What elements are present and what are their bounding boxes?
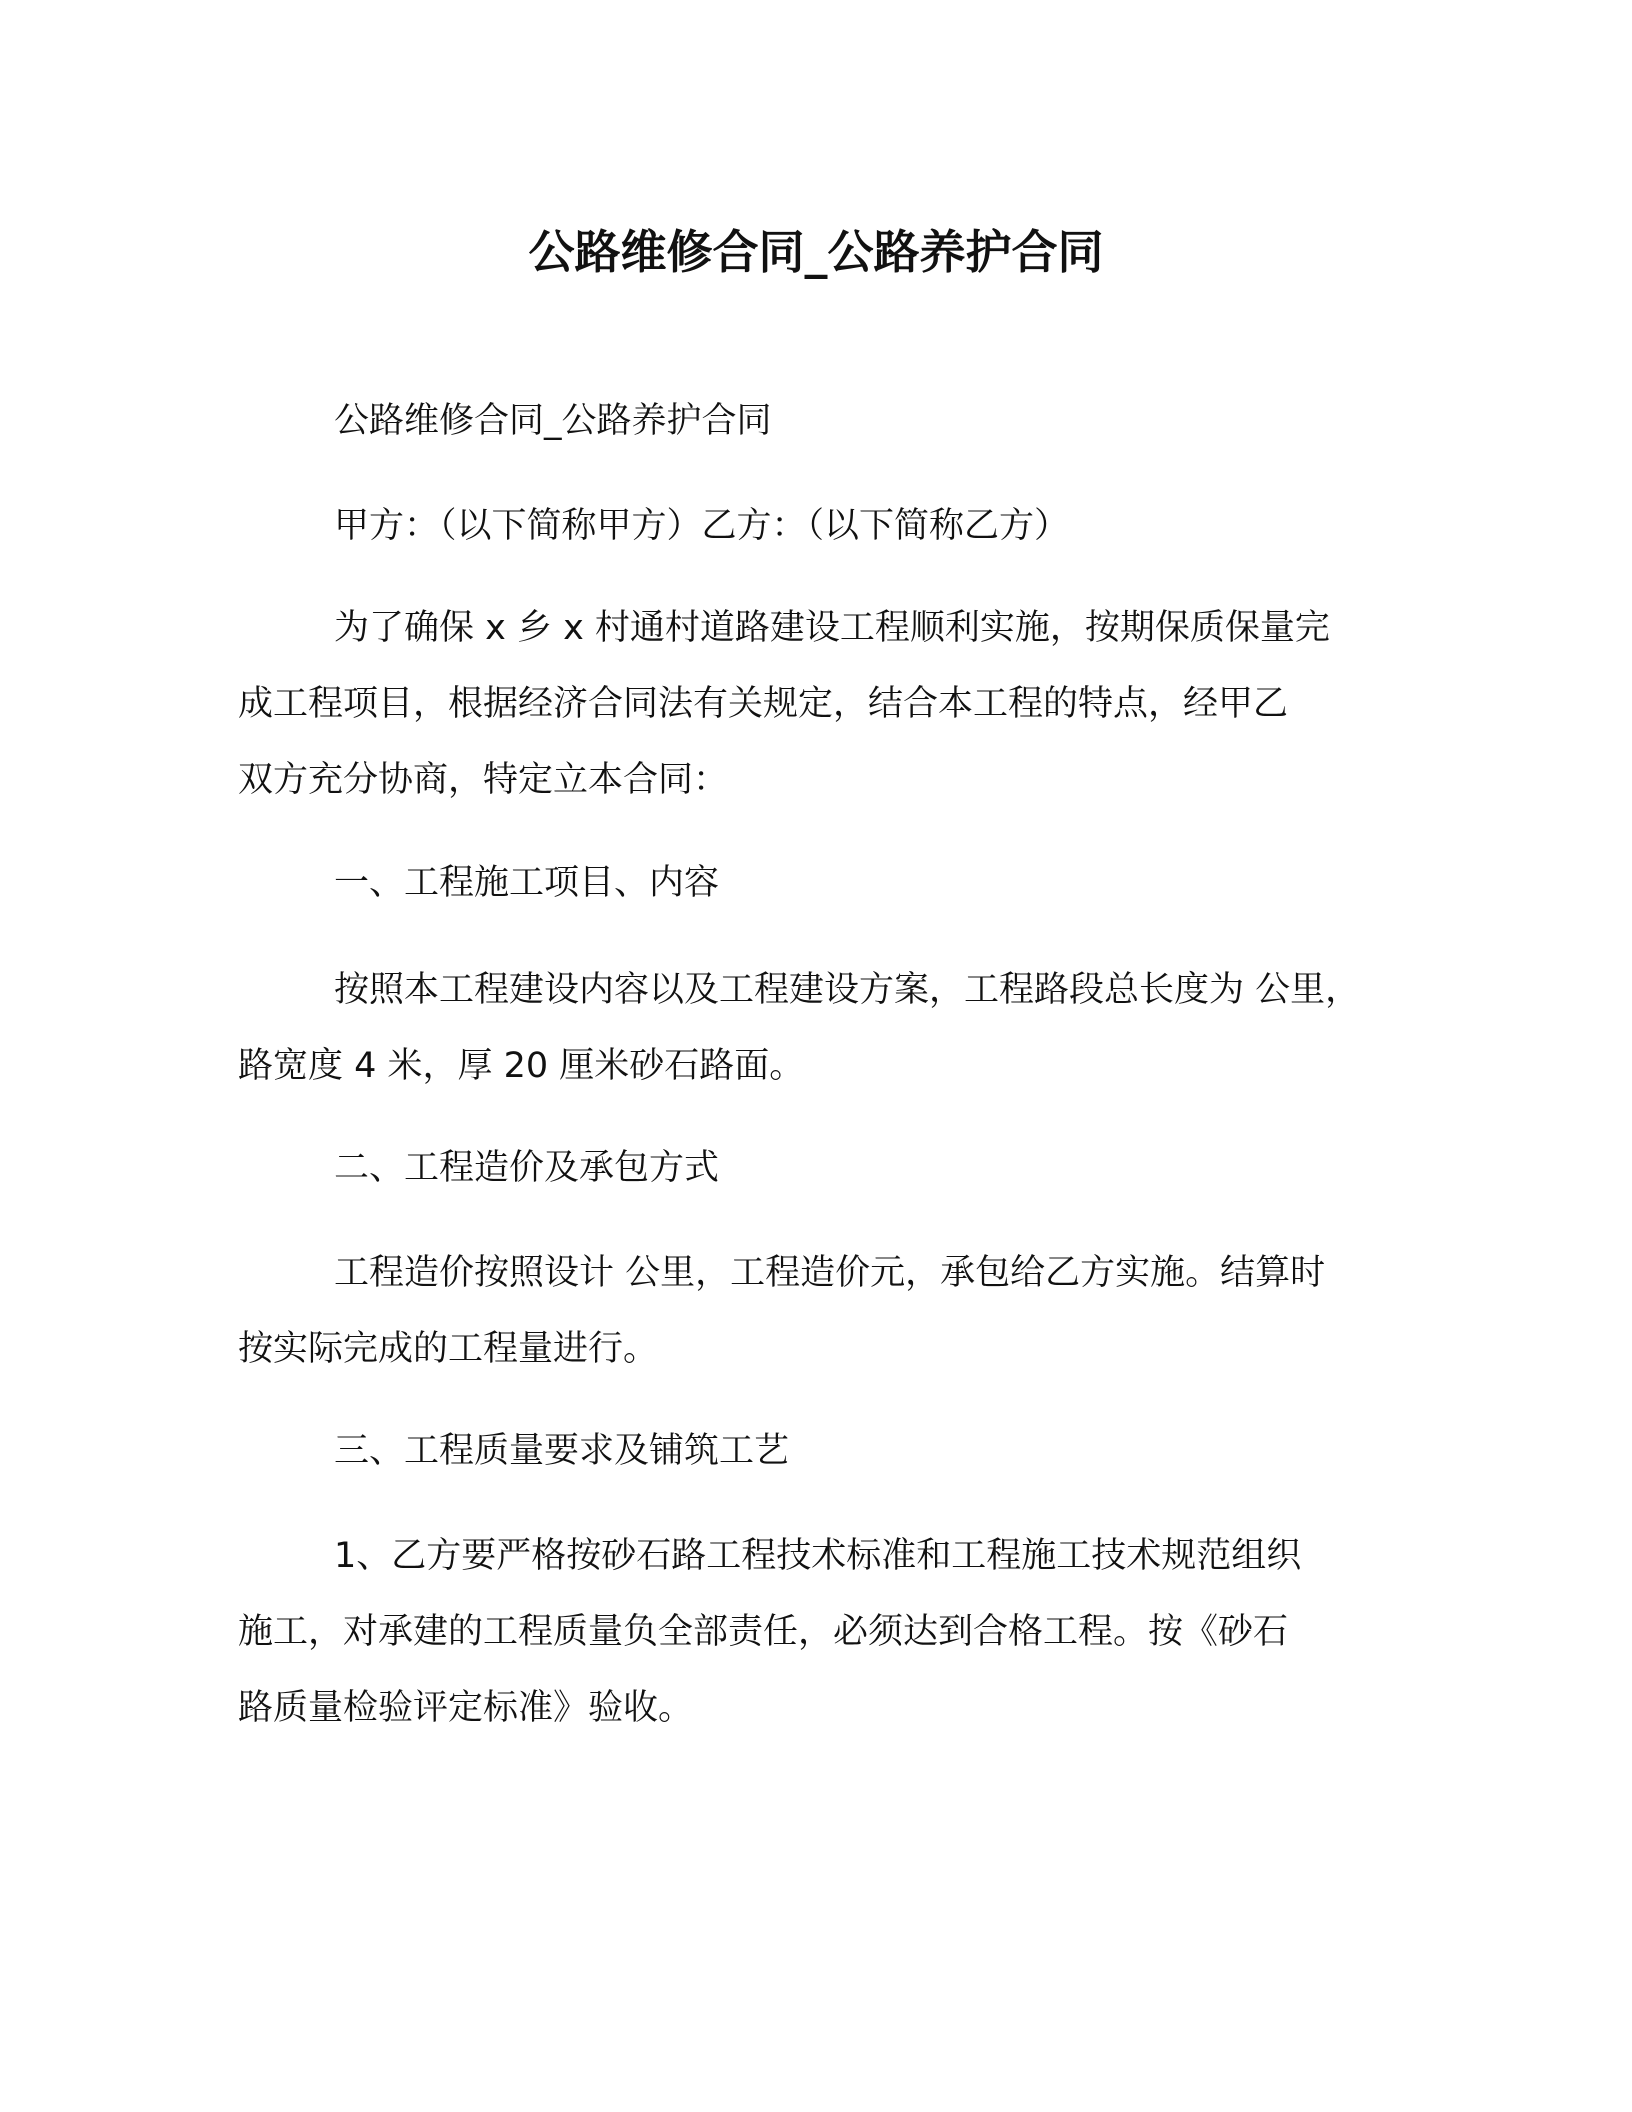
paragraph-line: 成工程项目，根据经济合同法有关规定，结合本工程的特点，经甲乙 [238, 684, 1289, 724]
paragraph-line: 一、工程施工项目、内容 [334, 863, 720, 903]
paragraph-line: 公路维修合同_公路养护合同 [334, 401, 772, 441]
paragraph-line: 三、工程质量要求及铺筑工艺 [334, 1431, 790, 1471]
paragraph-section-1 [238, 952, 1418, 1104]
paragraph-preamble [238, 590, 1418, 818]
paragraph-line: 路宽度 4 米，厚 20 厘米砂石路面。 [238, 1046, 805, 1086]
paragraph-line: 双方充分协商，特定立本合同： [238, 760, 729, 800]
paragraph-line: 按照本工程建设内容以及工程建设方案，工程路段总长度为 公里， [334, 970, 1361, 1010]
paragraph-line: 为了确保 x 乡 x 村通村道路建设工程顺利实施，按期保质保量完 [334, 608, 1330, 648]
paragraph-line: 1、乙方要严格按砂石路工程技术标准和工程施工技术规范组织 [334, 1536, 1302, 1576]
paragraph-parties [238, 488, 1418, 564]
paragraph-line: 甲方：（以下简称甲方）乙方：（以下简称乙方） [334, 506, 1070, 546]
section-heading-3 [238, 1413, 1418, 1489]
paragraph-line: 二、工程造价及承包方式 [334, 1148, 720, 1188]
paragraph-line: 工程造价按照设计 公里，工程造价元，承包给乙方实施。结算时 [334, 1253, 1326, 1293]
paragraph-subtitle [238, 383, 1418, 459]
paragraph-section-2 [238, 1235, 1418, 1387]
paragraph-line: 施工，对承建的工程质量负全部责任，必须达到合格工程。按《砂石 [238, 1612, 1289, 1652]
section-heading-2 [238, 1130, 1418, 1206]
paragraph-section-3 [238, 1518, 1418, 1746]
document-title: 公路维修合同_公路养护合同 [528, 225, 1104, 279]
paragraph-line: 按实际完成的工程量进行。 [238, 1329, 659, 1369]
section-heading-1 [238, 845, 1418, 921]
paragraph-line: 路质量检验评定标准》验收。 [238, 1688, 694, 1728]
